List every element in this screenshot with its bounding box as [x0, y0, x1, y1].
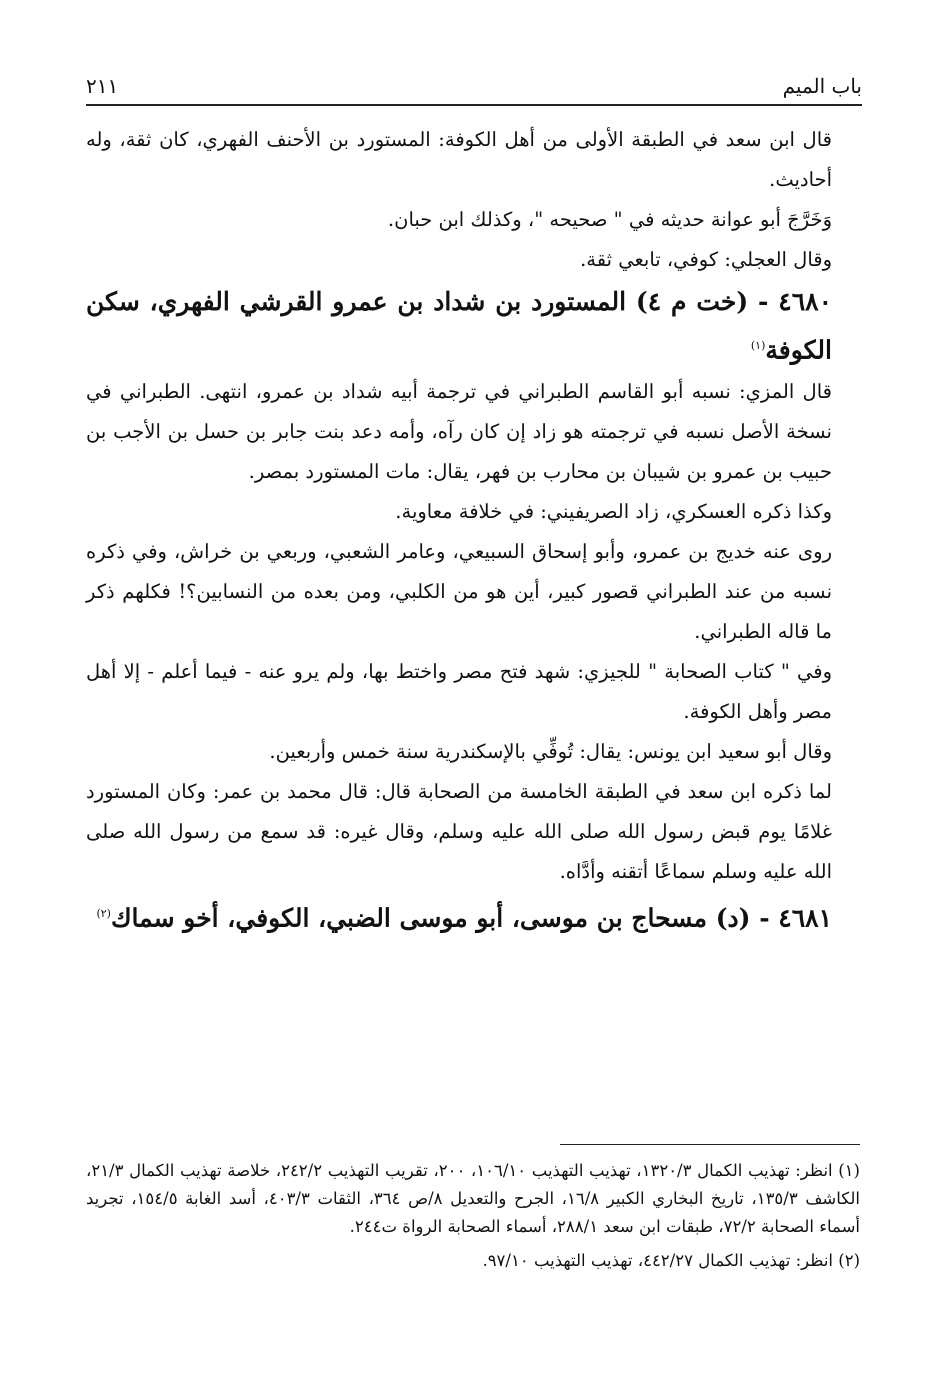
paragraph: قال المزي: نسبه أبو القاسم الطبراني في ترجمة أبيه شداد بن عمرو، انتهى. الطبراني في نسخة الأصل نسبه في ترجمته هو زاد إن كان رآه، وأمه دعد بنت جابر بن حسل بن الأجب بن حبيب بن عمرو بن شيبان بن محارب بن فهر، يقال: مات المستورد بمصر.: [86, 380, 832, 484]
paragraph: وكذا ذكره العسكري، زاد الصريفيني: في خلافة معاوية.: [395, 500, 832, 524]
page-number: ٢١١: [86, 74, 119, 98]
footnote-ref: (١): [750, 339, 766, 352]
footnote-divider: [560, 1144, 860, 1145]
footnote: (١) انظر: تهذيب الكمال ١٣٢٠/٣، تهذيب التهذيب ١٠٦/١٠، ٢٠٠، تقريب التهذيب ٢٤٢/٢، خلاصة تهذيب الكمال ٢١/٣، الكاشف ١٣٥/٣، تاريخ البخاري الكبير ١٦/٨، الجرح والتعديل ٨/ص ٣٦٤، الثقات ٤٠٣/٣، أسد الغابة ١٥٤/٥، تجريد أسماء الصحابة ٧٢/٢، طبقات ابن سعد ٢٨٨/١، أسماء الصحابة الرواة ت٢٤٤.: [86, 1161, 860, 1236]
paragraph: روى عنه خديج بن عمرو، وأبو إسحاق السبيعي، وعامر الشعبي، وربعي بن خراش، وفي ذكره نسبه من عند الطبراني قصور كبير، أين هو من الكلبي، ومن بعده من النسابين؟! فكلهم ذكر ما قاله الطبراني.: [86, 540, 832, 644]
paragraph: قال ابن سعد في الطبقة الأولى من أهل الكوفة: المستورد بن الأحنف الفهري، كان ثقة، وله أحاديث.: [86, 128, 832, 191]
footnote-ref: (٢): [96, 907, 111, 921]
paragraph: وفي " كتاب الصحابة " للجيزي: شهد فتح مصر واختط بها، ولم يرو عنه - فيما أعلم - إلا أهل مصر وأهل الكوفة.: [86, 660, 832, 724]
page-header: [86, 70, 862, 106]
entry-heading: [86, 892, 860, 940]
paragraph: وقال العجلي: كوفي، تابعي ثقة.: [580, 248, 832, 271]
footnotes: [86, 1144, 860, 1281]
paragraph: وَخَرَّجَ أبو عوانة حديثه في " صحيحه "، وكذلك ابن حبان.: [387, 208, 832, 231]
paragraph: لما ذكره ابن سعد في الطبقة الخامسة من الصحابة قال: قال محمد بن عمر: وكان المستورد غلامًا يوم قبض رسول الله صلى الله عليه وسلم، وقال غيره: قد سمع من رسول الله صلى الله عليه وسلم سماعًا أتقنه وأدَّاه.: [86, 780, 832, 884]
entry-title: ٤٦٨٠ - (خت م ٤) المستورد بن شداد بن عمرو القرشي الفهري، سكن الكوفة: [86, 287, 833, 365]
entry-heading: [86, 280, 860, 372]
footnote: (٢) انظر: تهذيب الكمال ٤٤٢/٢٧، تهذيب التهذيب ٩٧/١٠.: [482, 1251, 860, 1270]
main-text: [86, 120, 860, 941]
paragraph: وقال أبو سعيد ابن يونس: يقال: تُوفِّي بالإسكندرية سنة خمس وأربعين.: [269, 740, 832, 764]
chapter-title: باب الميم: [782, 74, 862, 98]
entry-title: ٤٦٨١ - (د) مسحاج بن موسى، أبو موسى الضبي، الكوفي، أخو سماك: [110, 903, 832, 933]
